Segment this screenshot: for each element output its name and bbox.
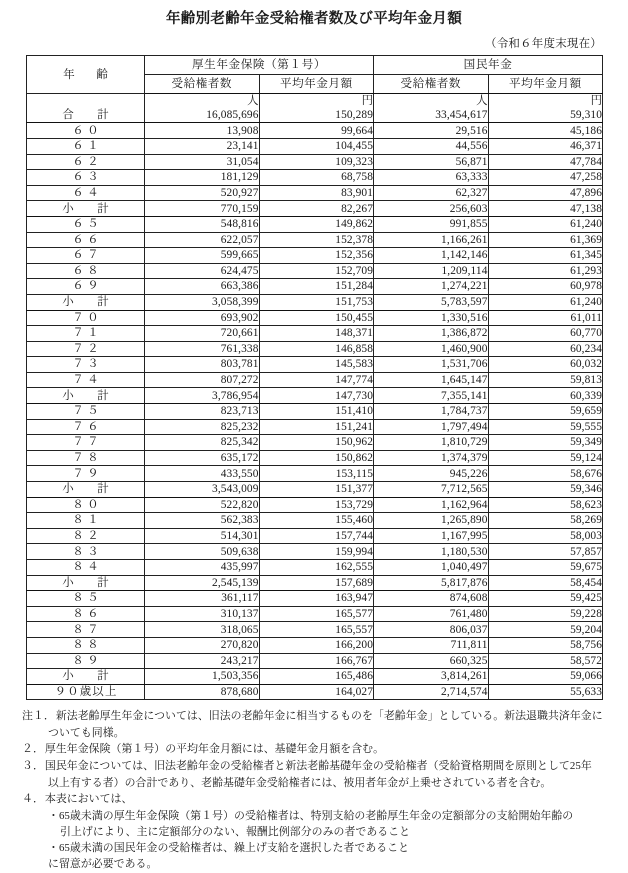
cell-kokumin-average: 59,425 <box>488 591 603 607</box>
cell-kosei-recipients: 2,545,139 <box>145 575 260 591</box>
cell-kosei-recipients: 693,902 <box>145 310 260 326</box>
cell-kokumin-average: 47,138 <box>488 201 603 217</box>
table-row-subtotal <box>27 388 603 404</box>
cell-kosei-recipients: 622,057 <box>145 232 260 248</box>
table-header <box>27 56 603 94</box>
cell-kosei-average: 165,486 <box>259 669 374 685</box>
footnote-text: 厚生年金保険（第１号）の平均年金月額には、基礎年金月額を含む。 <box>44 743 385 756</box>
cell-kokumin-average: 61,240 <box>488 216 603 232</box>
cell-kokumin-average: 60,978 <box>488 279 603 295</box>
cell-kosei-average: 150,455 <box>259 310 374 326</box>
cell-kokumin-average: 58,003 <box>488 528 603 544</box>
cell-kosei-average: 150,862 <box>259 450 374 466</box>
footnote-text: ついても同様。 <box>48 727 125 740</box>
row-label-age: ６８ <box>27 263 145 279</box>
cell-kokumin-recipients: 945,226 <box>374 466 489 482</box>
cell-kosei-average: 109,323 <box>259 154 374 170</box>
cell-kosei-average: 149,862 <box>259 216 374 232</box>
cell-kokumin-average: 59,124 <box>488 450 603 466</box>
row-label-subtotal: 小 計 <box>27 294 145 310</box>
unit-row <box>27 94 603 108</box>
table-row-subtotal <box>27 575 603 591</box>
cell-kosei-average: 68,758 <box>259 170 374 186</box>
cell-kosei-average: 152,378 <box>259 232 374 248</box>
cell-kokumin-average: 61,293 <box>488 263 603 279</box>
cell-kokumin-average: 58,756 <box>488 637 603 653</box>
cell-kokumin-recipients: 1,274,221 <box>374 279 489 295</box>
cell-kokumin-average: 59,066 <box>488 669 603 685</box>
cell-kokumin-recipients: 1,645,147 <box>374 372 489 388</box>
row-label-age: ６９ <box>27 279 145 295</box>
table-row <box>27 248 603 264</box>
cell-kosei-recipients: 31,054 <box>145 154 260 170</box>
cell-kosei-recipients: 825,342 <box>145 435 260 451</box>
cell-kosei-recipients: 720,661 <box>145 326 260 342</box>
cell-kosei-average: 157,744 <box>259 528 374 544</box>
cell-kokumin-average: 58,454 <box>488 575 603 591</box>
unit-kokumin-recipients: 人 <box>374 94 489 108</box>
row-label-age: ６２ <box>27 154 145 170</box>
cell-kosei-recipients: 318,065 <box>145 622 260 638</box>
cell-kokumin-average: 47,784 <box>488 154 603 170</box>
document-page <box>0 11 628 870</box>
cell-kokumin-average: 59,813 <box>488 372 603 388</box>
cell-kokumin-recipients: 1,180,530 <box>374 544 489 560</box>
cell-kokumin-recipients: 991,855 <box>374 216 489 232</box>
cell-kokumin-average: 59,228 <box>488 606 603 622</box>
cell-kosei-average: 99,664 <box>259 123 374 139</box>
cell-kokumin-recipients: 3,814,261 <box>374 669 489 685</box>
cell-kosei-average: 147,730 <box>259 388 374 404</box>
unit-age-blank <box>27 94 145 108</box>
cell-kosei-recipients: 435,997 <box>145 560 260 576</box>
cell-kokumin-average: 61,011 <box>488 310 603 326</box>
cell-kokumin-recipients: 1,386,872 <box>374 326 489 342</box>
cell-kokumin-recipients: 1,167,995 <box>374 528 489 544</box>
table-row <box>27 419 603 435</box>
header-group-kokumin: 国民年金 <box>374 56 603 75</box>
table-row <box>27 450 603 466</box>
cell-kokumin-average: 45,186 <box>488 123 603 139</box>
cell-kosei-average: 163,947 <box>259 591 374 607</box>
cell-kokumin-recipients: 33,454,617 <box>374 107 489 123</box>
cell-kosei-average: 166,767 <box>259 653 374 669</box>
cell-kosei-recipients: 514,301 <box>145 528 260 544</box>
cell-kosei-average: 165,577 <box>259 606 374 622</box>
cell-kokumin-average: 58,572 <box>488 653 603 669</box>
table-row-total <box>27 107 603 123</box>
table-row <box>27 123 603 139</box>
table-row <box>27 404 603 420</box>
cell-kosei-recipients: 825,232 <box>145 419 260 435</box>
cell-kosei-recipients: 823,713 <box>145 404 260 420</box>
footnote-text: 本表においては、 <box>44 792 133 805</box>
row-label-age: ６１ <box>27 138 145 154</box>
cell-kokumin-recipients: 761,480 <box>374 606 489 622</box>
cell-kosei-recipients: 433,550 <box>145 466 260 482</box>
table-row <box>27 372 603 388</box>
table-row <box>27 435 603 451</box>
cell-kosei-average: 151,241 <box>259 419 374 435</box>
cell-kokumin-recipients: 1,460,900 <box>374 341 489 357</box>
table-row <box>27 310 603 326</box>
cell-kosei-average: 157,689 <box>259 575 374 591</box>
cell-kokumin-recipients: 2,714,574 <box>374 684 489 700</box>
cell-kokumin-recipients: 1,797,494 <box>374 419 489 435</box>
header-kokumin-recipients: 受給権者数 <box>374 75 489 94</box>
cell-kosei-average: 151,753 <box>259 294 374 310</box>
cell-kosei-average: 104,455 <box>259 138 374 154</box>
cell-kosei-average: 148,371 <box>259 326 374 342</box>
table-row <box>27 637 603 653</box>
header-group-kosei: 厚生年金保険（第１号） <box>145 56 374 75</box>
cell-kokumin-recipients: 63,333 <box>374 170 489 186</box>
cell-kosei-recipients: 3,543,009 <box>145 482 260 498</box>
cell-kosei-recipients: 807,272 <box>145 372 260 388</box>
cell-kokumin-recipients: 5,783,597 <box>374 294 489 310</box>
footnote <box>22 792 606 873</box>
footnote-bullet-text: ・65歳未満の国民年金の受給権者は、繰上げ支給を選択した者であること <box>48 841 410 854</box>
table-row <box>27 326 603 342</box>
cell-kosei-recipients: 548,816 <box>145 216 260 232</box>
row-label-subtotal: 小 計 <box>27 388 145 404</box>
cell-kosei-recipients: 243,217 <box>145 653 260 669</box>
table-row <box>27 138 603 154</box>
row-label-age: ７５ <box>27 404 145 420</box>
cell-kosei-recipients: 520,927 <box>145 185 260 201</box>
row-label-age: ７２ <box>27 341 145 357</box>
cell-kokumin-recipients: 1,374,379 <box>374 450 489 466</box>
cell-kokumin-average: 59,346 <box>488 482 603 498</box>
table-row <box>27 185 603 201</box>
row-label-age: ７４ <box>27 372 145 388</box>
cell-kokumin-recipients: 7,712,565 <box>374 482 489 498</box>
cell-kosei-recipients: 23,141 <box>145 138 260 154</box>
cell-kokumin-average: 47,896 <box>488 185 603 201</box>
cell-kokumin-average: 60,770 <box>488 326 603 342</box>
cell-kokumin-recipients: 1,531,706 <box>374 357 489 373</box>
row-label-age: ６５ <box>27 216 145 232</box>
cell-kosei-recipients: 310,137 <box>145 606 260 622</box>
header-row-groups <box>27 56 603 75</box>
table-row <box>27 263 603 279</box>
cell-kosei-average: 152,709 <box>259 263 374 279</box>
cell-kosei-average: 151,284 <box>259 279 374 295</box>
cell-kokumin-recipients: 7,355,141 <box>374 388 489 404</box>
cell-kokumin-average: 60,032 <box>488 357 603 373</box>
row-label-subtotal: 小 計 <box>27 669 145 685</box>
cell-kosei-average: 146,858 <box>259 341 374 357</box>
cell-kosei-average: 153,115 <box>259 466 374 482</box>
row-label-age: ６４ <box>27 185 145 201</box>
table-row-subtotal <box>27 294 603 310</box>
row-label-subtotal: 小 計 <box>27 575 145 591</box>
table-row <box>27 232 603 248</box>
row-label-over90: ９０歳以上 <box>27 684 145 700</box>
cell-kokumin-average: 59,310 <box>488 107 603 123</box>
table-row <box>27 154 603 170</box>
cell-kokumin-average: 59,349 <box>488 435 603 451</box>
table-row <box>27 466 603 482</box>
footnote-first-line <box>22 709 606 725</box>
footnote-first-line <box>22 759 606 775</box>
unit-kosei-recipients: 人 <box>145 94 260 108</box>
row-label-age: ８２ <box>27 528 145 544</box>
cell-kokumin-recipients: 1,162,964 <box>374 497 489 513</box>
table-row-over90 <box>27 684 603 700</box>
footnote-text: 国民年金については、旧法老齢年金の受給権者と新法老齢基礎年金の受給権者（受給資格期間を原則として25年 <box>44 760 592 773</box>
cell-kokumin-recipients: 1,166,261 <box>374 232 489 248</box>
row-label-total: 合 計 <box>27 107 145 123</box>
cell-kokumin-average: 57,857 <box>488 544 603 560</box>
cell-kosei-recipients: 13,908 <box>145 123 260 139</box>
cell-kokumin-average: 58,676 <box>488 466 603 482</box>
pension-statistics-table <box>26 55 603 700</box>
pension-table-container <box>26 55 602 700</box>
page-title: 年齢別老齢年金受給権者数及び平均年金月額 <box>166 11 462 27</box>
row-label-age: ７９ <box>27 466 145 482</box>
header-kosei-average: 平均年金月額 <box>259 75 374 94</box>
row-label-age: ８８ <box>27 637 145 653</box>
table-row <box>27 341 603 357</box>
header-kosei-recipients: 受給権者数 <box>145 75 260 94</box>
cell-kosei-recipients: 663,386 <box>145 279 260 295</box>
cell-kosei-recipients: 599,665 <box>145 248 260 264</box>
row-label-age: ６７ <box>27 248 145 264</box>
table-body <box>27 94 603 700</box>
table-row <box>27 279 603 295</box>
cell-kokumin-recipients: 29,516 <box>374 123 489 139</box>
row-label-age: ７８ <box>27 450 145 466</box>
cell-kokumin-recipients: 660,325 <box>374 653 489 669</box>
cell-kosei-recipients: 3,058,399 <box>145 294 260 310</box>
row-label-subtotal: 小 計 <box>27 482 145 498</box>
table-row <box>27 497 603 513</box>
row-label-age: ８４ <box>27 560 145 576</box>
footnote-label: ２． <box>22 743 44 756</box>
cell-kosei-average: 152,356 <box>259 248 374 264</box>
cell-kosei-recipients: 562,383 <box>145 513 260 529</box>
cell-kokumin-average: 58,623 <box>488 497 603 513</box>
cell-kokumin-average: 47,258 <box>488 170 603 186</box>
footnote-tail-text: に留意が必要である。 <box>48 857 158 870</box>
cell-kosei-recipients: 878,680 <box>145 684 260 700</box>
footnote-text: 以上有する者）の合計であり、老齢基礎年金受給権者には、被用者年金が上乗せされている者を含む。 <box>48 777 552 790</box>
cell-kokumin-recipients: 806,037 <box>374 622 489 638</box>
row-label-age: ８１ <box>27 513 145 529</box>
cell-kosei-recipients: 16,085,696 <box>145 107 260 123</box>
table-row <box>27 528 603 544</box>
cell-kosei-average: 145,583 <box>259 357 374 373</box>
row-label-age: ６０ <box>27 123 145 139</box>
cell-kosei-average: 82,267 <box>259 201 374 217</box>
table-row <box>27 544 603 560</box>
cell-kosei-average: 151,410 <box>259 404 374 420</box>
footnote <box>22 759 606 792</box>
cell-kokumin-average: 60,339 <box>488 388 603 404</box>
table-row <box>27 606 603 622</box>
unit-kokumin-average: 円 <box>488 94 603 108</box>
cell-kokumin-recipients: 1,209,114 <box>374 263 489 279</box>
cell-kokumin-average: 61,369 <box>488 232 603 248</box>
row-label-age: ８７ <box>27 622 145 638</box>
cell-kosei-average: 153,729 <box>259 497 374 513</box>
cell-kokumin-recipients: 1,040,497 <box>374 560 489 576</box>
table-row-subtotal <box>27 669 603 685</box>
cell-kosei-recipients: 522,820 <box>145 497 260 513</box>
cell-kosei-recipients: 509,638 <box>145 544 260 560</box>
row-label-age: ８９ <box>27 653 145 669</box>
cell-kosei-average: 83,901 <box>259 185 374 201</box>
footnote-label: ３． <box>22 760 44 773</box>
table-row <box>27 622 603 638</box>
cell-kokumin-average: 55,633 <box>488 684 603 700</box>
cell-kosei-average: 166,200 <box>259 637 374 653</box>
cell-kosei-average: 165,557 <box>259 622 374 638</box>
row-label-age: ８６ <box>27 606 145 622</box>
cell-kokumin-recipients: 711,811 <box>374 637 489 653</box>
cell-kokumin-average: 60,234 <box>488 341 603 357</box>
footnote-text: 新法老齢厚生年金については、旧法の老齢年金に相当するものを「老齢年金」としている。新法退職共済年金に <box>55 710 603 723</box>
header-kokumin-average: 平均年金月額 <box>488 75 603 94</box>
cell-kosei-recipients: 3,786,954 <box>145 388 260 404</box>
cell-kosei-recipients: 624,475 <box>145 263 260 279</box>
cell-kosei-average: 155,460 <box>259 513 374 529</box>
table-row <box>27 357 603 373</box>
cell-kosei-recipients: 635,172 <box>145 450 260 466</box>
row-label-age: ７３ <box>27 357 145 373</box>
row-label-subtotal: 小 計 <box>27 201 145 217</box>
row-label-age: ８３ <box>27 544 145 560</box>
table-row <box>27 653 603 669</box>
row-label-age: ７１ <box>27 326 145 342</box>
footnote <box>22 742 606 758</box>
cell-kosei-average: 150,962 <box>259 435 374 451</box>
table-row <box>27 513 603 529</box>
row-label-age: ７０ <box>27 310 145 326</box>
table-row <box>27 216 603 232</box>
cell-kosei-average: 151,377 <box>259 482 374 498</box>
cell-kosei-recipients: 1,503,356 <box>145 669 260 685</box>
cell-kosei-recipients: 361,117 <box>145 591 260 607</box>
table-row-subtotal <box>27 482 603 498</box>
cell-kosei-average: 164,027 <box>259 684 374 700</box>
cell-kosei-average: 147,774 <box>259 372 374 388</box>
footnote-first-line <box>22 742 606 758</box>
cell-kokumin-average: 58,269 <box>488 513 603 529</box>
cell-kosei-recipients: 770,159 <box>145 201 260 217</box>
unit-kosei-average: 円 <box>259 94 374 108</box>
table-row <box>27 560 603 576</box>
row-label-age: ８０ <box>27 497 145 513</box>
cell-kokumin-average: 46,371 <box>488 138 603 154</box>
header-age: 年 齢 <box>27 56 145 94</box>
cell-kokumin-average: 59,659 <box>488 404 603 420</box>
cell-kokumin-average: 59,675 <box>488 560 603 576</box>
cell-kosei-average: 159,994 <box>259 544 374 560</box>
cell-kokumin-recipients: 1,265,890 <box>374 513 489 529</box>
footnote <box>22 709 606 742</box>
table-row <box>27 591 603 607</box>
row-label-age: ８５ <box>27 591 145 607</box>
footnote-label: ４． <box>22 792 44 805</box>
cell-kokumin-recipients: 1,330,516 <box>374 310 489 326</box>
cell-kokumin-average: 61,240 <box>488 294 603 310</box>
cell-kosei-average: 162,555 <box>259 560 374 576</box>
cell-kosei-recipients: 761,338 <box>145 341 260 357</box>
footnote-bullet-text: ・65歳未満の厚生年金保険（第１号）の受給権者は、特別支給の老齢厚生年金の定額部分の支給開始年齢の <box>48 809 574 822</box>
cell-kokumin-recipients: 5,817,876 <box>374 575 489 591</box>
footnote-bullet-text: 引上げにより、主に定額部分のない、報酬比例部分のみの者であること <box>60 825 411 838</box>
cell-kokumin-recipients: 62,327 <box>374 185 489 201</box>
row-label-age: ６３ <box>27 170 145 186</box>
cell-kokumin-average: 59,204 <box>488 622 603 638</box>
cell-kokumin-recipients: 874,608 <box>374 591 489 607</box>
cell-kosei-average: 150,289 <box>259 107 374 123</box>
cell-kokumin-recipients: 44,556 <box>374 138 489 154</box>
cell-kokumin-recipients: 1,784,737 <box>374 404 489 420</box>
cell-kokumin-recipients: 256,603 <box>374 201 489 217</box>
cell-kokumin-average: 61,345 <box>488 248 603 264</box>
table-row <box>27 170 603 186</box>
row-label-age: ６６ <box>27 232 145 248</box>
cell-kokumin-recipients: 1,810,729 <box>374 435 489 451</box>
row-label-age: ７６ <box>27 419 145 435</box>
table-row-subtotal <box>27 201 603 217</box>
row-label-age: ７７ <box>27 435 145 451</box>
as-of-date: （令和６年度末現在） <box>485 38 602 51</box>
cell-kosei-recipients: 270,820 <box>145 637 260 653</box>
cell-kosei-recipients: 803,781 <box>145 357 260 373</box>
cell-kokumin-average: 59,555 <box>488 419 603 435</box>
footnote-label: 注１． <box>22 710 55 723</box>
cell-kosei-recipients: 181,129 <box>145 170 260 186</box>
cell-kokumin-recipients: 1,142,146 <box>374 248 489 264</box>
cell-kokumin-recipients: 56,871 <box>374 154 489 170</box>
footnotes <box>22 709 606 872</box>
